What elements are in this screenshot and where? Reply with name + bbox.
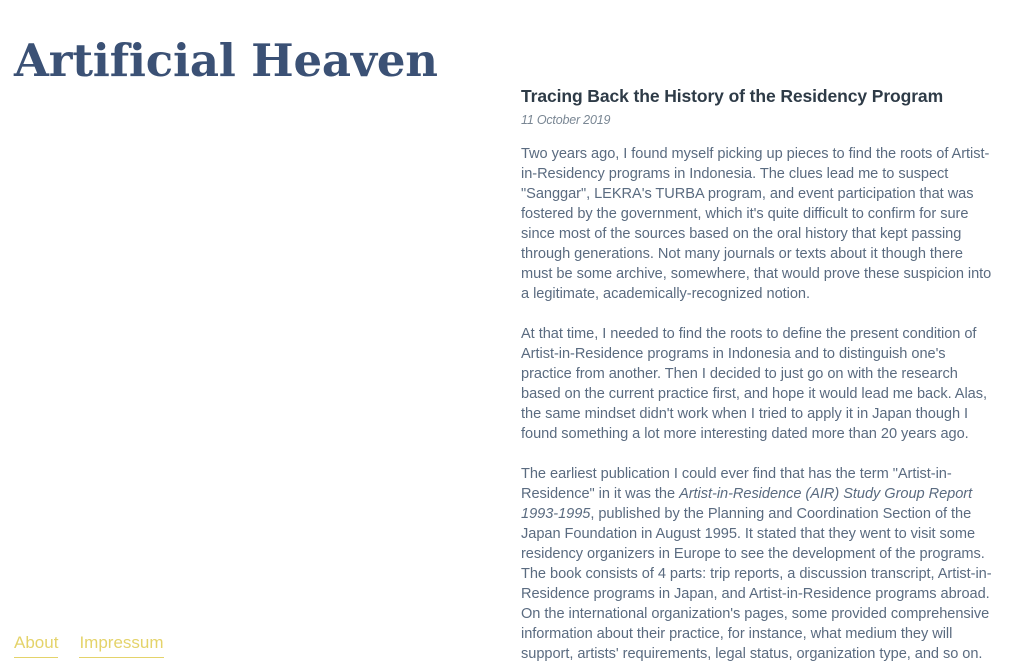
- nav-link-impressum[interactable]: Impressum: [79, 631, 163, 658]
- site-title: Artificial Heaven: [14, 34, 438, 87]
- article: [521, 84, 998, 664]
- nav-link-about[interactable]: About: [14, 631, 58, 658]
- article-body: [521, 144, 998, 664]
- article-date: 11 October 2019: [521, 113, 611, 127]
- publication-title: Artist-in-Residence (AIR) Study Group Report 1993-1995: [521, 486, 973, 522]
- article-paragraph: Two years ago, I found myself picking up pieces to find the roots of Artist-in-Residency programs in Indonesia. The clues lead me to suspect "Sanggar", LEKRA's TURBA program, and event participation that was fostered by the government, which it's quite difficult to confirm for sure since most of the sources based on the oral history that kept passing through generations. Not many journals or texts about it though there must be some archive, somewhere, that would prove these suspicion into a legitimate, academically-recognized notion.: [521, 146, 992, 302]
- article-paragraph: The earliest publication I could ever find that has the term "Artist-in-Residence" in it was the Artist-in-Residence (AIR) Study Group Report 1993-1995, published by the Planning and Coordination Section of the Japan Foundation in August 1995. It stated that they went to visit some residency organizers in Europe to see the development of the programs. The book consists of 4 parts: trip reports, a discussion transcript, Artist-in-Residence programs in Japan, and Artist-in-Residence programs abroad. On the international organization's pages, some provided comprehensive information about their practice, for instance, what medium they will support, artists' requirements, legal status, organization type, and so on.: [521, 466, 992, 662]
- article-title: Tracing Back the History of the Residency Program: [521, 86, 944, 106]
- left-column: [0, 0, 500, 672]
- article-paragraph: At that time, I needed to find the roots to define the present condition of Artist-in-Residence programs in Indonesia and to distinguish one's practice from another. Then I decided to just go on with the research based on the current practice first, and hope it would lead me back. Alas, the same mindset didn't work when I tried to apply it in Japan though I found something a lot more interesting dated more than 20 years ago.: [521, 326, 988, 442]
- site-nav: [14, 631, 164, 658]
